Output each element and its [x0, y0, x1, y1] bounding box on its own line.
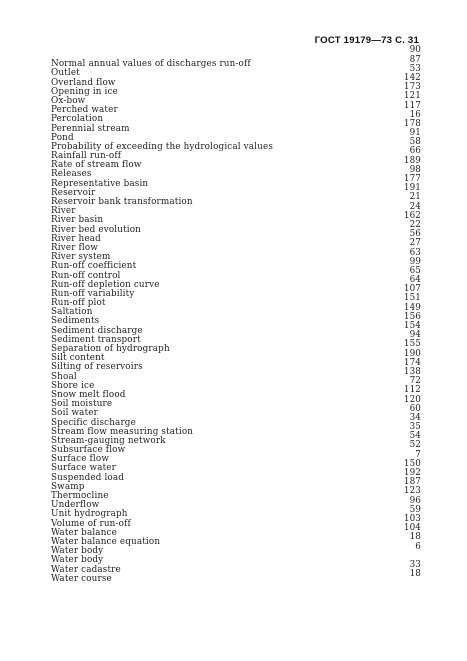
- index-term: Water body: [51, 555, 104, 566]
- index-page-number: 24: [409, 201, 421, 212]
- index-term: River head: [51, 233, 101, 244]
- index-term: Probability of exceeding the hydrological values: [51, 141, 273, 152]
- index-page-number: 190: [403, 348, 421, 359]
- index-page-number: 66: [409, 146, 421, 157]
- index-page-number: 142: [403, 72, 421, 83]
- index-page-number: 149: [403, 302, 421, 313]
- index-page-number: 87: [409, 54, 421, 65]
- index-term: Shoal: [51, 371, 77, 382]
- index-page-number: 18: [409, 569, 421, 580]
- index-page-number: 58: [409, 137, 421, 148]
- index-page-number: 187: [403, 477, 421, 488]
- index-term: Soil moisture: [51, 399, 113, 410]
- index-term: Silting of reservoirs: [51, 362, 143, 373]
- index-page-number: 99: [409, 256, 421, 267]
- index-page-number: 35: [409, 422, 421, 433]
- index-page-number: 90: [409, 45, 421, 56]
- index-term: Reservoir: [51, 187, 96, 198]
- index-page-number: 7: [415, 449, 421, 460]
- index-page-number: 98: [409, 164, 421, 175]
- index-page-number: 72: [409, 376, 421, 387]
- index-page-number: 94: [409, 330, 421, 341]
- index-term: Saltation: [51, 307, 93, 318]
- index-term: Specific discharge: [51, 417, 136, 428]
- index-page-number: 21: [409, 192, 421, 203]
- index-page-number: 53: [409, 63, 421, 74]
- index-term: Representative basin: [51, 178, 149, 189]
- index-term: Water balance equation: [51, 536, 161, 547]
- index-term: River system: [51, 252, 111, 263]
- index-term: Pond: [51, 132, 74, 143]
- index-term: Subsurface flow: [51, 445, 126, 456]
- index-page-number: 177: [403, 174, 421, 185]
- index-term: Water course: [51, 573, 112, 584]
- index-term: Sediments: [51, 316, 100, 327]
- page-header: ГОСТ 19179—73 С. 31: [314, 35, 419, 46]
- index-term: Overland flow: [51, 77, 116, 88]
- index-page-number: 56: [409, 229, 421, 240]
- index-entry: [51, 54, 421, 70]
- index-page-number: 22: [409, 219, 421, 230]
- index-page-number: 121: [403, 91, 421, 102]
- index-term: Snow melt flood: [51, 389, 126, 400]
- index-page-number: 91: [409, 128, 421, 139]
- index-term: Run-off coefficient: [51, 261, 137, 272]
- index-page-number: 63: [409, 247, 421, 258]
- index-page-number: 138: [403, 366, 421, 377]
- index-page-number: 162: [403, 210, 421, 221]
- index-page-number: 54: [409, 431, 421, 442]
- index-term: Run-off plot: [51, 298, 106, 309]
- index-page-number: 96: [409, 495, 421, 506]
- index-page-number: 52: [409, 440, 421, 451]
- index-page-number: 60: [409, 403, 421, 414]
- index-term: Run-off depletion curve: [51, 279, 160, 290]
- index-term: River basin: [51, 215, 104, 226]
- index-page-number: 59: [409, 504, 421, 515]
- index-term: Swamp: [51, 481, 85, 492]
- index-term: Rate of stream flow: [51, 160, 142, 171]
- index-term: Stream-gauging network: [51, 435, 166, 446]
- index-term: Shore ice: [51, 380, 95, 391]
- index-term: Normal annual values of discharges run-off: [51, 59, 251, 70]
- index-term: Sediment transport: [51, 334, 141, 345]
- index-term: Rainfall run-off: [51, 151, 122, 162]
- index-page-number: 34: [409, 412, 421, 423]
- index-term: Outlet: [51, 68, 80, 79]
- index-page-number: 16: [409, 109, 421, 120]
- index-page-number: 104: [403, 523, 421, 534]
- index-term: Underflow: [51, 500, 100, 511]
- index-page-number: 173: [403, 82, 421, 93]
- index-term: River: [51, 206, 76, 217]
- index-term: Water balance: [51, 527, 117, 538]
- index-page-number: 155: [403, 339, 421, 350]
- index-page-number: 18: [409, 532, 421, 543]
- index-term: Suspended load: [51, 472, 125, 483]
- index-term: River flow: [51, 242, 99, 253]
- index-page-number: 6: [415, 541, 421, 552]
- index-page-number: 117: [403, 100, 421, 111]
- index-term: Perched water: [51, 105, 118, 116]
- index-page-number: 151: [403, 293, 421, 304]
- index-term: Silt content: [51, 353, 105, 364]
- index-term: Water cadastre: [51, 564, 121, 575]
- index-page-number: 64: [409, 275, 421, 286]
- index-page-number: 112: [403, 385, 421, 396]
- index-page-number: 156: [403, 311, 421, 322]
- index-term: Percolation: [51, 114, 104, 125]
- index-page-number: 191: [403, 183, 421, 194]
- index-page-number: 150: [403, 458, 421, 469]
- index-term: River bed evolution: [51, 224, 141, 235]
- index-term: Releases: [51, 169, 92, 180]
- index-page-number: 120: [403, 394, 421, 405]
- index-term: Run-off variability: [51, 288, 135, 299]
- index-term: Volume of run-off: [51, 518, 131, 529]
- index-term: Surface water: [51, 463, 116, 474]
- index-page-number: 107: [403, 284, 421, 295]
- index-page-number: 178: [403, 118, 421, 129]
- index-term: Opening in ice: [51, 86, 118, 97]
- index-page-number: 192: [403, 468, 421, 479]
- index-entry: [51, 532, 421, 547]
- index-term: Stream flow measuring station: [51, 426, 194, 437]
- index-term: Run-off control: [51, 270, 121, 281]
- index-term: Soil water: [51, 408, 98, 419]
- index-term: Ox-bow: [51, 95, 86, 106]
- index-term: Perennial stream: [51, 123, 130, 134]
- index-page-number: 27: [409, 238, 421, 249]
- index-term: Thermocline: [51, 491, 109, 501]
- index-page-number: 65: [409, 265, 421, 276]
- index-list: [51, 45, 421, 584]
- index-entry: [51, 192, 421, 207]
- index-term: Separation of hydrograph: [51, 344, 170, 354]
- index-page-number: 103: [403, 513, 421, 524]
- index-page-number: 154: [403, 321, 421, 332]
- index-page-number: 123: [403, 486, 421, 497]
- index-page-number: 189: [403, 155, 421, 166]
- index-term: Surface flow: [51, 454, 110, 465]
- index-page-number: 33: [409, 559, 421, 570]
- index-term: Water body: [51, 546, 104, 557]
- index-term: Sediment discharge: [51, 325, 143, 336]
- index-page-number: 174: [403, 357, 421, 368]
- index-term: Reservoir bank transformation: [51, 197, 193, 207]
- index-term: Unit hydrograph: [51, 509, 128, 520]
